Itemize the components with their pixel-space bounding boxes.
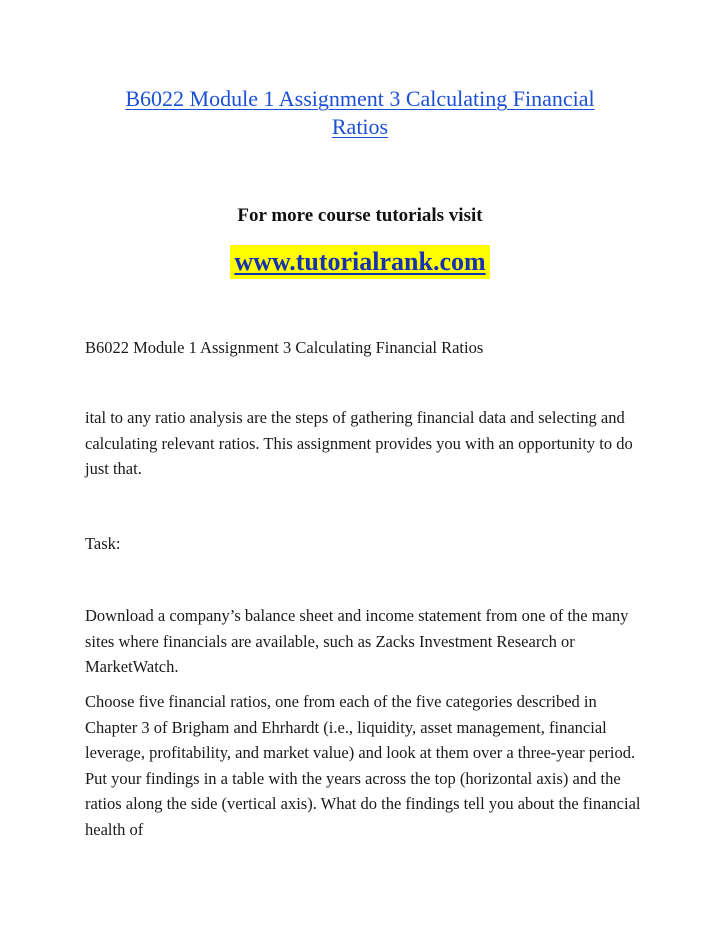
task-label: Task: — [85, 534, 121, 553]
site-link[interactable]: www.tutorialrank.com — [230, 245, 489, 279]
download-paragraph: Download a company’s balance sheet and income statement from one of the many sites where financials are available, such as Zacks Investment Research or MarketWatch. — [85, 606, 629, 676]
document-heading: B6022 Module 1 Assignment 3 Calculating Financial Ratios — [85, 338, 484, 357]
choose-paragraph: Choose five financial ratios, one from each of the five categories described in Chapter 3 of Brigham and Ehrhardt (i.e., liquidity, asset management, financial leverage, profitability, and market value) and look at them over a three-year period. Put your findings in a table with the years across the top (horizontal axis) and the ratios along the side (vertical axis). What do the findings tell you about the financial health of — [85, 692, 641, 839]
intro-paragraph: ital to any ratio analysis are the steps of gathering financial data and selecting and calculating relevant ratios. This assignment provides you with an opportunity to do just that. — [85, 408, 633, 478]
visit-text: For more course tutorials visit — [237, 205, 483, 226]
site-link-container — [0, 245, 720, 279]
title-link[interactable]: B6022 Module 1 Assignment 3 Calculating Financial Ratios — [125, 86, 595, 139]
